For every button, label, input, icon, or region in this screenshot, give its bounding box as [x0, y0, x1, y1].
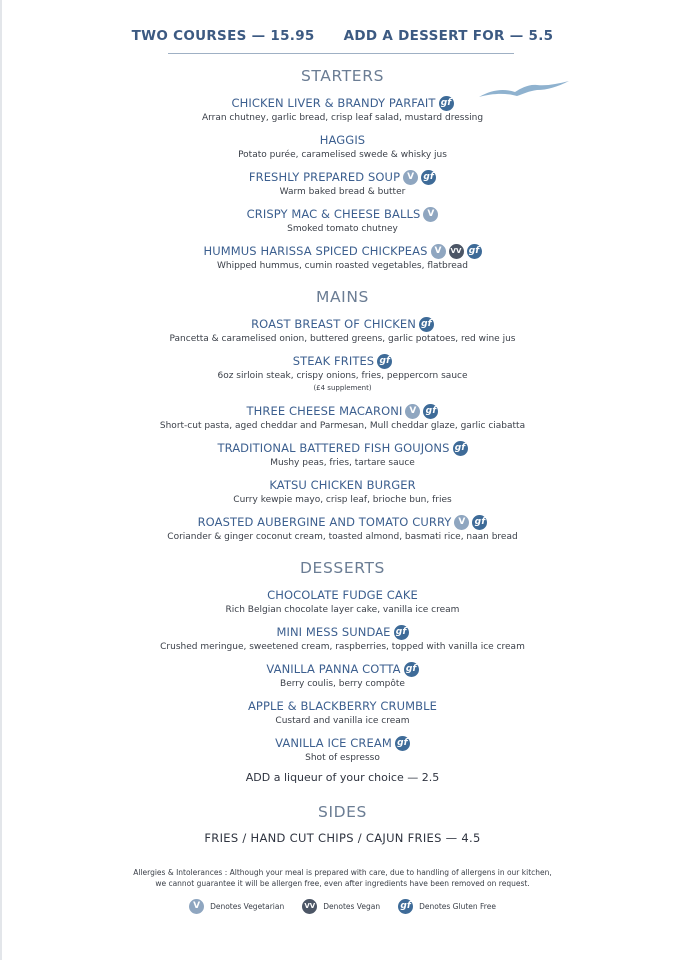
menu-item-name: ROAST BREAST OF CHICKEN	[251, 317, 416, 331]
menu-item	[0, 131, 685, 162]
menu-item-description: Berry coulis, berry compôte	[280, 679, 405, 689]
gluten-free-icon: gf	[472, 515, 487, 530]
menu-item	[0, 402, 685, 433]
menu-item	[0, 352, 685, 394]
gluten-free-icon: gf	[419, 317, 434, 332]
legend-label: Denotes Vegan	[323, 902, 381, 911]
menu-item-name: THREE CHEESE MACARONI	[246, 404, 403, 418]
menu-item-description: Shot of espresso	[305, 753, 380, 763]
menu-item	[0, 623, 685, 654]
section-title-starters: STARTERS	[300, 67, 385, 85]
gluten-free-icon: gf	[394, 625, 409, 640]
menu-item-description: Curry kewpie mayo, crisp leaf, brioche bun, fries	[233, 495, 452, 505]
menu-item-title	[276, 625, 408, 640]
header-divider	[168, 53, 514, 54]
menu-item-title	[269, 478, 415, 493]
menu-item-title	[247, 404, 439, 419]
menu-item-name: STEAK FRITES	[292, 354, 375, 368]
gluten-free-icon: gf	[404, 662, 419, 677]
menu-item-name: HAGGIS	[319, 133, 366, 147]
menu-item	[0, 697, 685, 728]
price-header	[0, 28, 685, 44]
menu-item-description: Whipped hummus, cumin roasted vegetables, flatbread	[216, 261, 469, 271]
menu-item	[0, 242, 685, 273]
menu-item-name: KATSU CHICKEN BURGER	[269, 478, 416, 492]
vegetarian-icon: V	[454, 515, 469, 530]
menu-item-name: ROASTED AUBERGINE AND TOMATO CURRY	[197, 515, 452, 529]
legend-gluten-free	[398, 899, 496, 914]
vegetarian-icon: V	[403, 170, 418, 185]
gluten-free-icon: gf	[439, 96, 454, 111]
menu-item-name: VANILLA ICE CREAM	[275, 736, 392, 750]
menu-item-description: Custard and vanilla ice cream	[275, 716, 410, 726]
menu-item-name: TRADITIONAL BATTERED FISH GOUJONS	[217, 441, 450, 455]
liqueur-addon: ADD a liqueur of your choice — 2.5	[245, 771, 440, 784]
legend-label: Denotes Vegetarian	[210, 902, 285, 911]
gluten-free-icon: gf	[398, 899, 413, 914]
menu-item-description: Warm baked bread & butter	[279, 187, 406, 197]
menu-item-title	[198, 515, 488, 530]
menu-item-description: 6oz sirloin steak, crispy onions, fries, peppercorn sauce	[217, 371, 468, 381]
gluten-free-icon: gf	[377, 354, 392, 369]
menu-item-title	[217, 441, 467, 456]
menu-item-description: Rich Belgian chocolate layer cake, vanilla ice cream	[225, 605, 460, 615]
section-title-sides: SIDES	[318, 803, 367, 821]
menu-item-title	[248, 699, 437, 714]
menu-item-name: APPLE & BLACKBERRY CRUMBLE	[247, 699, 438, 713]
gluten-free-icon: gf	[421, 170, 436, 185]
legend-vegan	[302, 899, 380, 914]
menu-item	[0, 586, 685, 617]
menu-item-description: Pancetta & caramelised onion, buttered greens, garlic potatoes, red wine jus	[169, 334, 516, 344]
menu-item-title	[247, 207, 439, 222]
menu-item-description: Arran chutney, garlic bread, crisp leaf salad, mustard dressing	[201, 113, 484, 123]
menu-item	[0, 660, 685, 691]
gluten-free-icon: gf	[395, 736, 410, 751]
allergy-line-1: Allergies & Intolerances : Although your meal is prepared with care, due to handling of allergens in our kitchen,	[133, 868, 552, 877]
menu-item	[0, 439, 685, 470]
dietary-legend	[0, 899, 685, 914]
vegetarian-icon: V	[431, 244, 446, 259]
menu-item-name: CHOCOLATE FUDGE CAKE	[267, 588, 418, 602]
dessert-addon-price: ADD A DESSERT FOR — 5.5	[343, 28, 554, 44]
gluten-free-icon: gf	[423, 404, 438, 419]
menu-item-title	[203, 244, 481, 259]
menu-item-name: CHICKEN LIVER & BRANDY PARFAIT	[231, 96, 436, 110]
legend-vegetarian	[189, 899, 284, 914]
menu-item	[0, 476, 685, 507]
sides-list: FRIES / HAND CUT CHIPS / CAJUN FRIES — 4.5	[204, 831, 481, 845]
menu-item-title	[266, 662, 418, 677]
menu-item-name: HUMMUS HARISSA SPICED CHICKPEAS	[203, 244, 428, 258]
menu-item-title	[231, 96, 453, 111]
vegetarian-icon: V	[405, 404, 420, 419]
gluten-free-icon: gf	[453, 441, 468, 456]
menu-item-name: FRESHLY PREPARED SOUP	[248, 170, 401, 184]
menu-item-description: Short-cut pasta, aged cheddar and Parmesan, Mull cheddar glaze, garlic ciabatta	[159, 421, 526, 431]
allergy-line-2: we cannot guarantee it will be allergen free, even after ingredients have been removed on request.	[155, 879, 530, 888]
menu-item-title	[293, 354, 392, 369]
menu-item-title	[267, 588, 418, 603]
menu-item-name: MINI MESS SUNDAE	[276, 625, 391, 639]
menu-item-description: Smoked tomato chutney	[287, 224, 398, 234]
menu-item	[0, 205, 685, 236]
menu-item	[0, 734, 685, 765]
menu-item	[0, 315, 685, 346]
menu-item-title	[251, 317, 434, 332]
menu-item-name: CRISPY MAC & CHEESE BALLS	[246, 207, 421, 221]
allergy-notice	[0, 867, 685, 889]
menu-item	[0, 513, 685, 544]
menu-item-name: VANILLA PANNA COTTA	[266, 662, 401, 676]
menu-item-description: Crushed meringue, sweetened cream, raspberries, topped with vanilla ice cream	[160, 642, 525, 652]
vegetarian-icon: V	[189, 899, 204, 914]
legend-label: Denotes Gluten Free	[419, 902, 496, 911]
menu-item-title	[275, 736, 410, 751]
menu-item-description: Mushy peas, fries, tartare sauce	[270, 458, 415, 468]
section-title-mains: MAINS	[316, 288, 369, 306]
menu-item	[0, 168, 685, 199]
two-courses-price: TWO COURSES — 15.95	[131, 28, 315, 44]
vegetarian-icon: V	[423, 207, 438, 222]
menu-item-description: Potato purée, caramelised swede & whisky jus	[238, 150, 447, 160]
menu-item-title	[249, 170, 436, 185]
gluten-free-icon: gf	[467, 244, 482, 259]
menu-item	[0, 94, 685, 125]
menu-item-description: Coriander & ginger coconut cream, toasted almond, basmati rice, naan bread	[167, 532, 518, 542]
section-title-desserts: DESSERTS	[300, 559, 385, 577]
menu-item-note: (£4 supplement)	[313, 384, 372, 392]
vegan-icon: VV	[449, 244, 464, 259]
vegan-icon: VV	[302, 899, 317, 914]
menu-item-title	[320, 133, 365, 148]
